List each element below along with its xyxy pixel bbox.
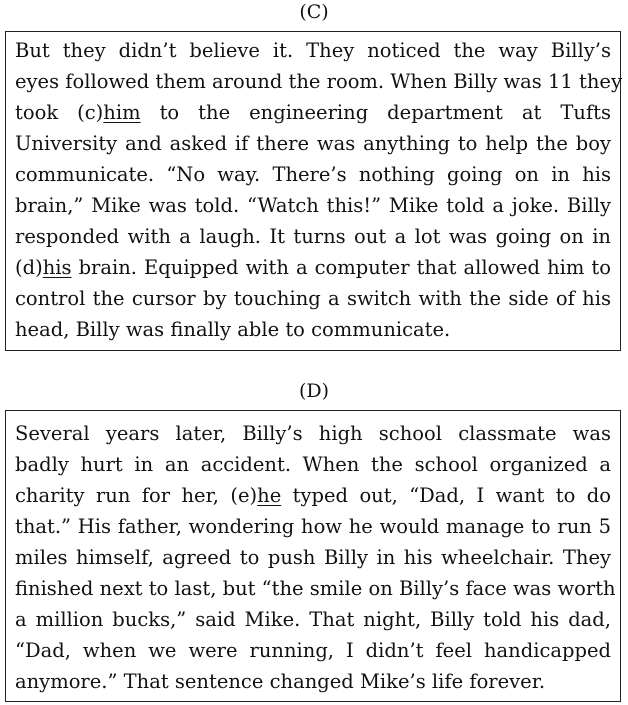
line-text: University and asked if there was anything to help the boy <box>15 132 611 155</box>
passage-line <box>15 101 611 125</box>
line-text: typed out, “Dad, I want to do <box>281 484 611 507</box>
passage-line <box>15 39 611 63</box>
underlined-pronoun-c: him <box>103 101 141 124</box>
section-c-label: (C) <box>299 1 329 23</box>
passage-line <box>15 225 611 249</box>
line-text: responded with a laugh. It turns out a lot was going on in <box>15 225 611 248</box>
line-text: anymore.” That sentence changed Mike’s life forever. <box>15 670 546 693</box>
passage-line <box>15 453 611 477</box>
line-text: that.” His father, wondering how he would manage to run 5 <box>15 515 611 538</box>
line-text: badly hurt in an accident. When the school organized a <box>15 453 611 476</box>
section-d-label: (D) <box>298 380 330 402</box>
line-text: But they didn’t believe it. They noticed the way Billy’s <box>15 39 611 62</box>
line-text: control the cursor by touching a switch with the side of his <box>15 287 611 310</box>
passage-line <box>15 484 611 508</box>
passage-line <box>15 608 611 632</box>
passage-line <box>15 639 611 663</box>
section-c-box <box>5 31 621 351</box>
passage-line <box>15 546 611 570</box>
line-text: brain. Equipped with a computer that allowed him to <box>71 256 611 279</box>
passage-line <box>15 577 616 601</box>
line-text: (d) <box>15 256 43 279</box>
passage-line <box>15 163 611 187</box>
passage-line <box>15 515 611 539</box>
line-text: “Dad, when we were running, I didn’t feel handicapped <box>15 639 611 662</box>
line-text: charity run for her, (e) <box>15 484 258 507</box>
line-text: eyes followed them around the room. When Billy was 11 they <box>15 70 622 93</box>
underlined-pronoun-d: his <box>42 256 72 279</box>
passage-line <box>15 194 611 218</box>
line-text: head, Billy was finally able to communicate. <box>15 318 451 341</box>
line-text: finished next to last, but “the smile on Billy’s face was worth <box>15 577 616 600</box>
passage-line <box>15 132 611 156</box>
underlined-pronoun-e: he <box>257 484 282 507</box>
line-text: miles himself, agreed to push Billy in his wheelchair. They <box>15 546 611 569</box>
passage-line <box>15 287 611 311</box>
line-text: communicate. “No way. There’s nothing going on in his <box>15 163 611 186</box>
passage-line <box>15 256 611 280</box>
section-d-box <box>5 410 621 702</box>
line-text: brain,” Mike was told. “Watch this!” Mike told a joke. Billy <box>15 194 611 217</box>
passage-line <box>15 422 611 446</box>
line-text: Several years later, Billy’s high school classmate was <box>15 422 611 445</box>
line-text: to the engineering department at Tufts <box>140 101 612 124</box>
line-text: a million bucks,” said Mike. That night, Billy told his dad, <box>15 608 611 631</box>
passage-line <box>15 670 611 694</box>
line-text: took (c) <box>15 101 104 124</box>
passage-line <box>15 70 622 94</box>
passage-line <box>15 318 611 342</box>
